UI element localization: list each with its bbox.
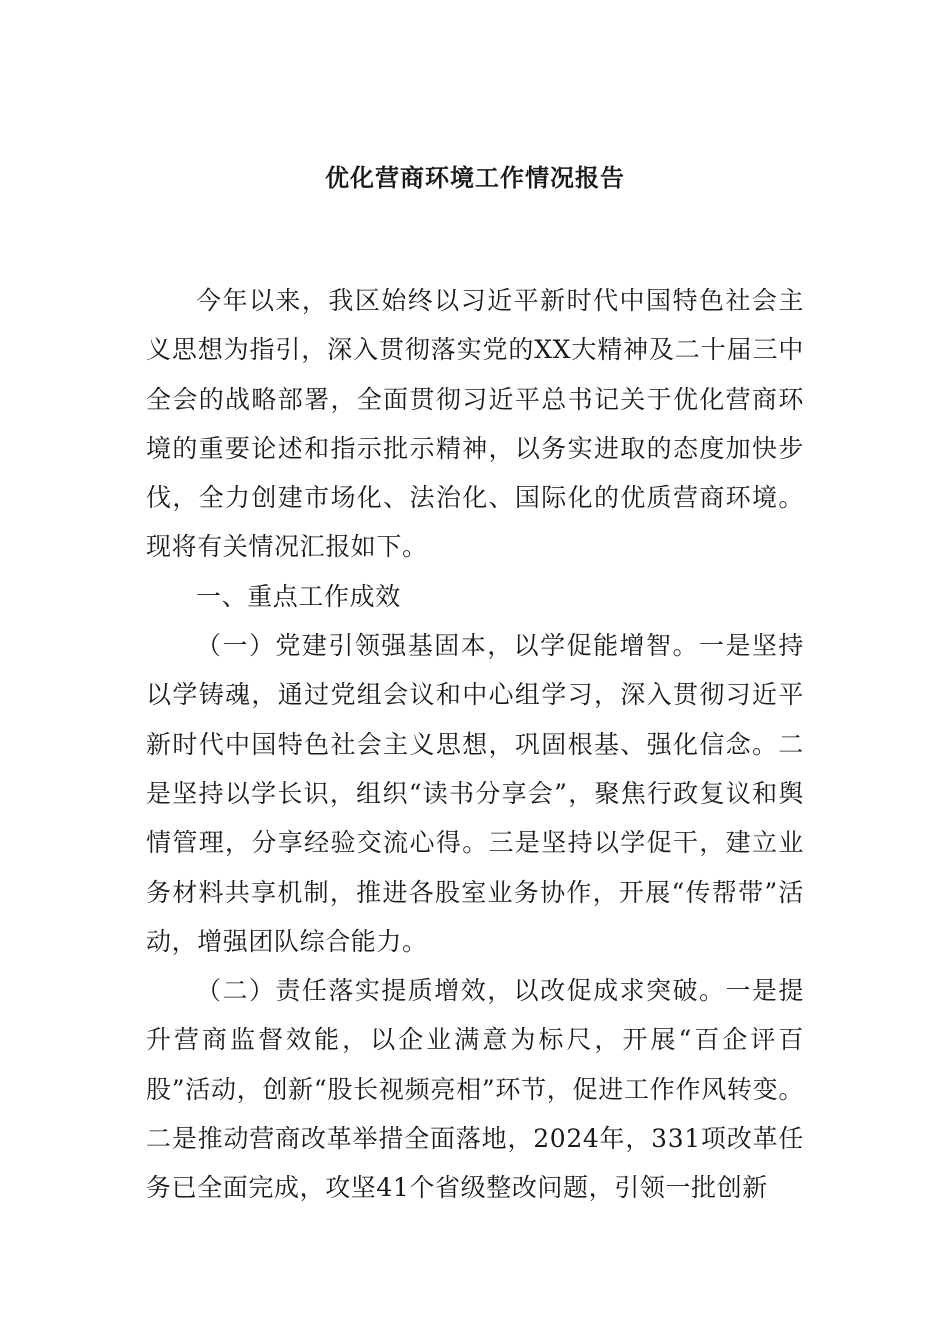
document-title: 优化营商环境工作情况报告: [325, 164, 625, 192]
intro-paragraph: 今年以来，我区始终以习近平新时代中国特色社会主义思想为指引，深入贯彻落实党的XX大精神及二十届三中全会的战略部署，全面贯彻习近平总书记关于优化营商环境的重要论述和指示批示精神，以务实进取的态度加快步伐，全力创建市场化、法治化、国际化的优质营商环境。现将有关情况汇报如下。: [146, 286, 804, 562]
body-paragraph-responsibility: （二）责任落实提质增效，以改促成求突破。一是提升营商监督效能，以企业满意为标尺，开展“百企评百股”活动，创新“股长视频亮相”环节，促进工作作风转变。二是推动营商改革举措全面落地，2024年，331项改革任务已全面完成，攻坚41个省级整改问题，引领一批创新: [146, 976, 804, 1203]
section-heading: 一、重点工作成效: [196, 581, 401, 611]
document-body: [146, 276, 804, 1213]
body-paragraph-party-building: （一）党建引领强基固本，以学促能增智。一是坚持以学铸魂，通过党组会议和中心组学习，深入贯彻习近平新时代中国特色社会主义思想，巩固根基、强化信念。二是坚持以学长识，组织“读书分享会”，聚焦行政复议和舆情管理，分享经验交流心得。三是坚持以学促干，建立业务材料共享机制，推进各股室业务协作，开展“传帮带”活动，增强团队综合能力。: [146, 631, 804, 956]
